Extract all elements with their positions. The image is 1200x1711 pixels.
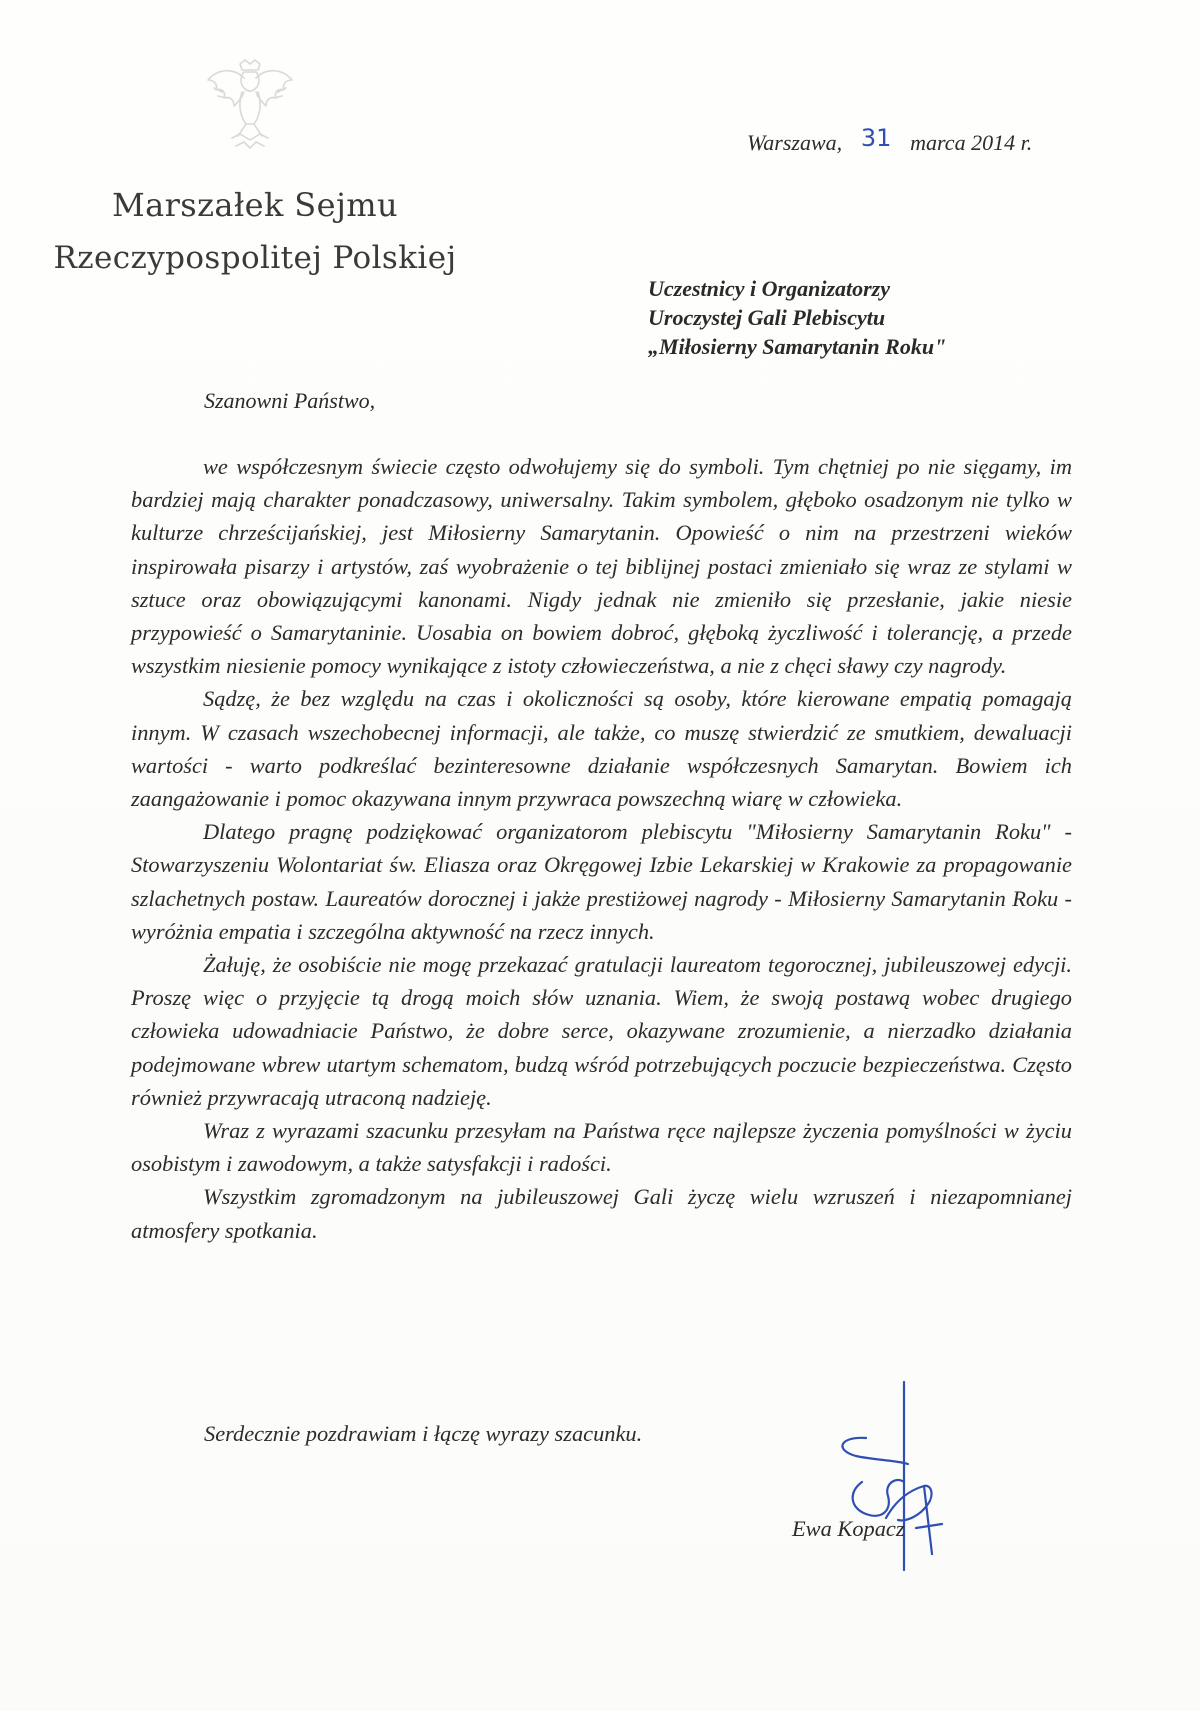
handwritten-signature <box>800 1378 980 1574</box>
signer-name: Ewa Kopacz <box>792 1516 905 1541</box>
body-paragraph: Sądzę, że bez względu na czas i okoliczności są osoby, które kierowane empatią pomagają innym. W czasach wszechobecnej informacji, ale także, co muszę stwierdzić ze smutkiem, dewaluacji wartości - warto podkreślać bezinteresowne działanie współczesnych Samarytan. Bowiem ich zaangażowanie i pomoc okazywana innym przywraca powszechną wiarę w człowieka. <box>131 686 1072 812</box>
body-paragraph: Wraz z wyrazami szacunku przesyłam na Państwa ręce najlepsze życzenia pomyślności w życiu osobistym i zawodowym, a także satysfakcji i radości. <box>131 1118 1072 1177</box>
body-paragraph: Dlatego pragnę podziękować organizatorom plebiscytu "Miłosierny Samarytanin Roku" - Stowarzyszeniu Wolontariat św. Eliasza oraz Okręgowej Izbie Lekarskiej w Krakowie za propagowanie szlachetnych postaw. Laureatów dorocznej i jakże prestiżowej nagrody - Miłosierny Samarytanin Roku - wyróżnia empatia i szczególna aktywność na rzecz innych. <box>131 819 1072 944</box>
salutation: Szanowni Państwo, <box>204 388 376 413</box>
letter-body <box>131 450 1072 1247</box>
date-city: Warszawa, <box>747 130 843 155</box>
recipient-line: „Miłosierny Samarytanin Roku" <box>648 334 947 359</box>
body-paragraph: we współczesnym świecie często odwołujemy się do symboli. Tym chętniej po nie sięgamy, im bardziej mają charakter ponadczasowy, uniwersalny. Takim symbolem, głęboko osadzonym nie tylko w kulturze chrześcijańskiej, jest Miłosierny Samarytanin. Opowieść o nim na przestrzeni wieków inspirowała pisarzy i artystów, zaś wyobrażenie o tej biblijnej postaci zmieniało się wraz ze stylami w sztuce oraz obowiązującymi kanonami. Nigdy jednak nie zmieniło się przesłanie, jakie niesie przypowieść o Samarytaninie. Uosabia on bowiem dobroć, głęboką życzliwość i tolerancję, a przede wszystkim niesienie pomocy wynikające z istoty człowieczeństwa, a nie z chęci sławy czy nagrody. <box>131 454 1072 679</box>
date-day-handwritten: 31 <box>860 124 892 152</box>
place-and-date <box>747 124 1033 156</box>
closing-line: Serdecznie pozdrawiam i łączę wyrazy szacunku. <box>204 1421 643 1446</box>
office-title-line2: Rzeczypospolitej Polskiej <box>53 240 457 276</box>
sender-office <box>0 186 510 276</box>
office-title-line1: Marszałek Sejmu <box>111 186 399 224</box>
recipient-line: Uroczystej Gali Plebiscytu <box>648 305 886 330</box>
body-paragraph: Żałuję, że osobiście nie mogę przekazać gratulacji laureatom tegorocznej, jubileuszowej edycji. Proszę więc o przyjęcie tą drogą moich słów uznania. Wiem, że swoją postawą wobec drugiego człowieka udowadniacie Państwo, że dobre serce, okazywane zrozumienie, a nierzadko działania podejmowane wbrew utartym schematom, budzą wśród potrzebujących poczucie bezpieczeństwa. Często również przywracają utraconą nadzieję. <box>131 952 1072 1110</box>
recipients-block <box>648 274 946 361</box>
eagle-emblem-icon <box>200 58 300 158</box>
body-paragraph: Wszystkim zgromadzonym na jubileuszowej Gali życzę wielu wzruszeń i niezapomnianej atmosfery spotkania. <box>131 1184 1072 1243</box>
recipient-line: Uczestnicy i Organizatorzy <box>648 276 890 301</box>
date-month-year: marca 2014 r. <box>910 130 1033 155</box>
